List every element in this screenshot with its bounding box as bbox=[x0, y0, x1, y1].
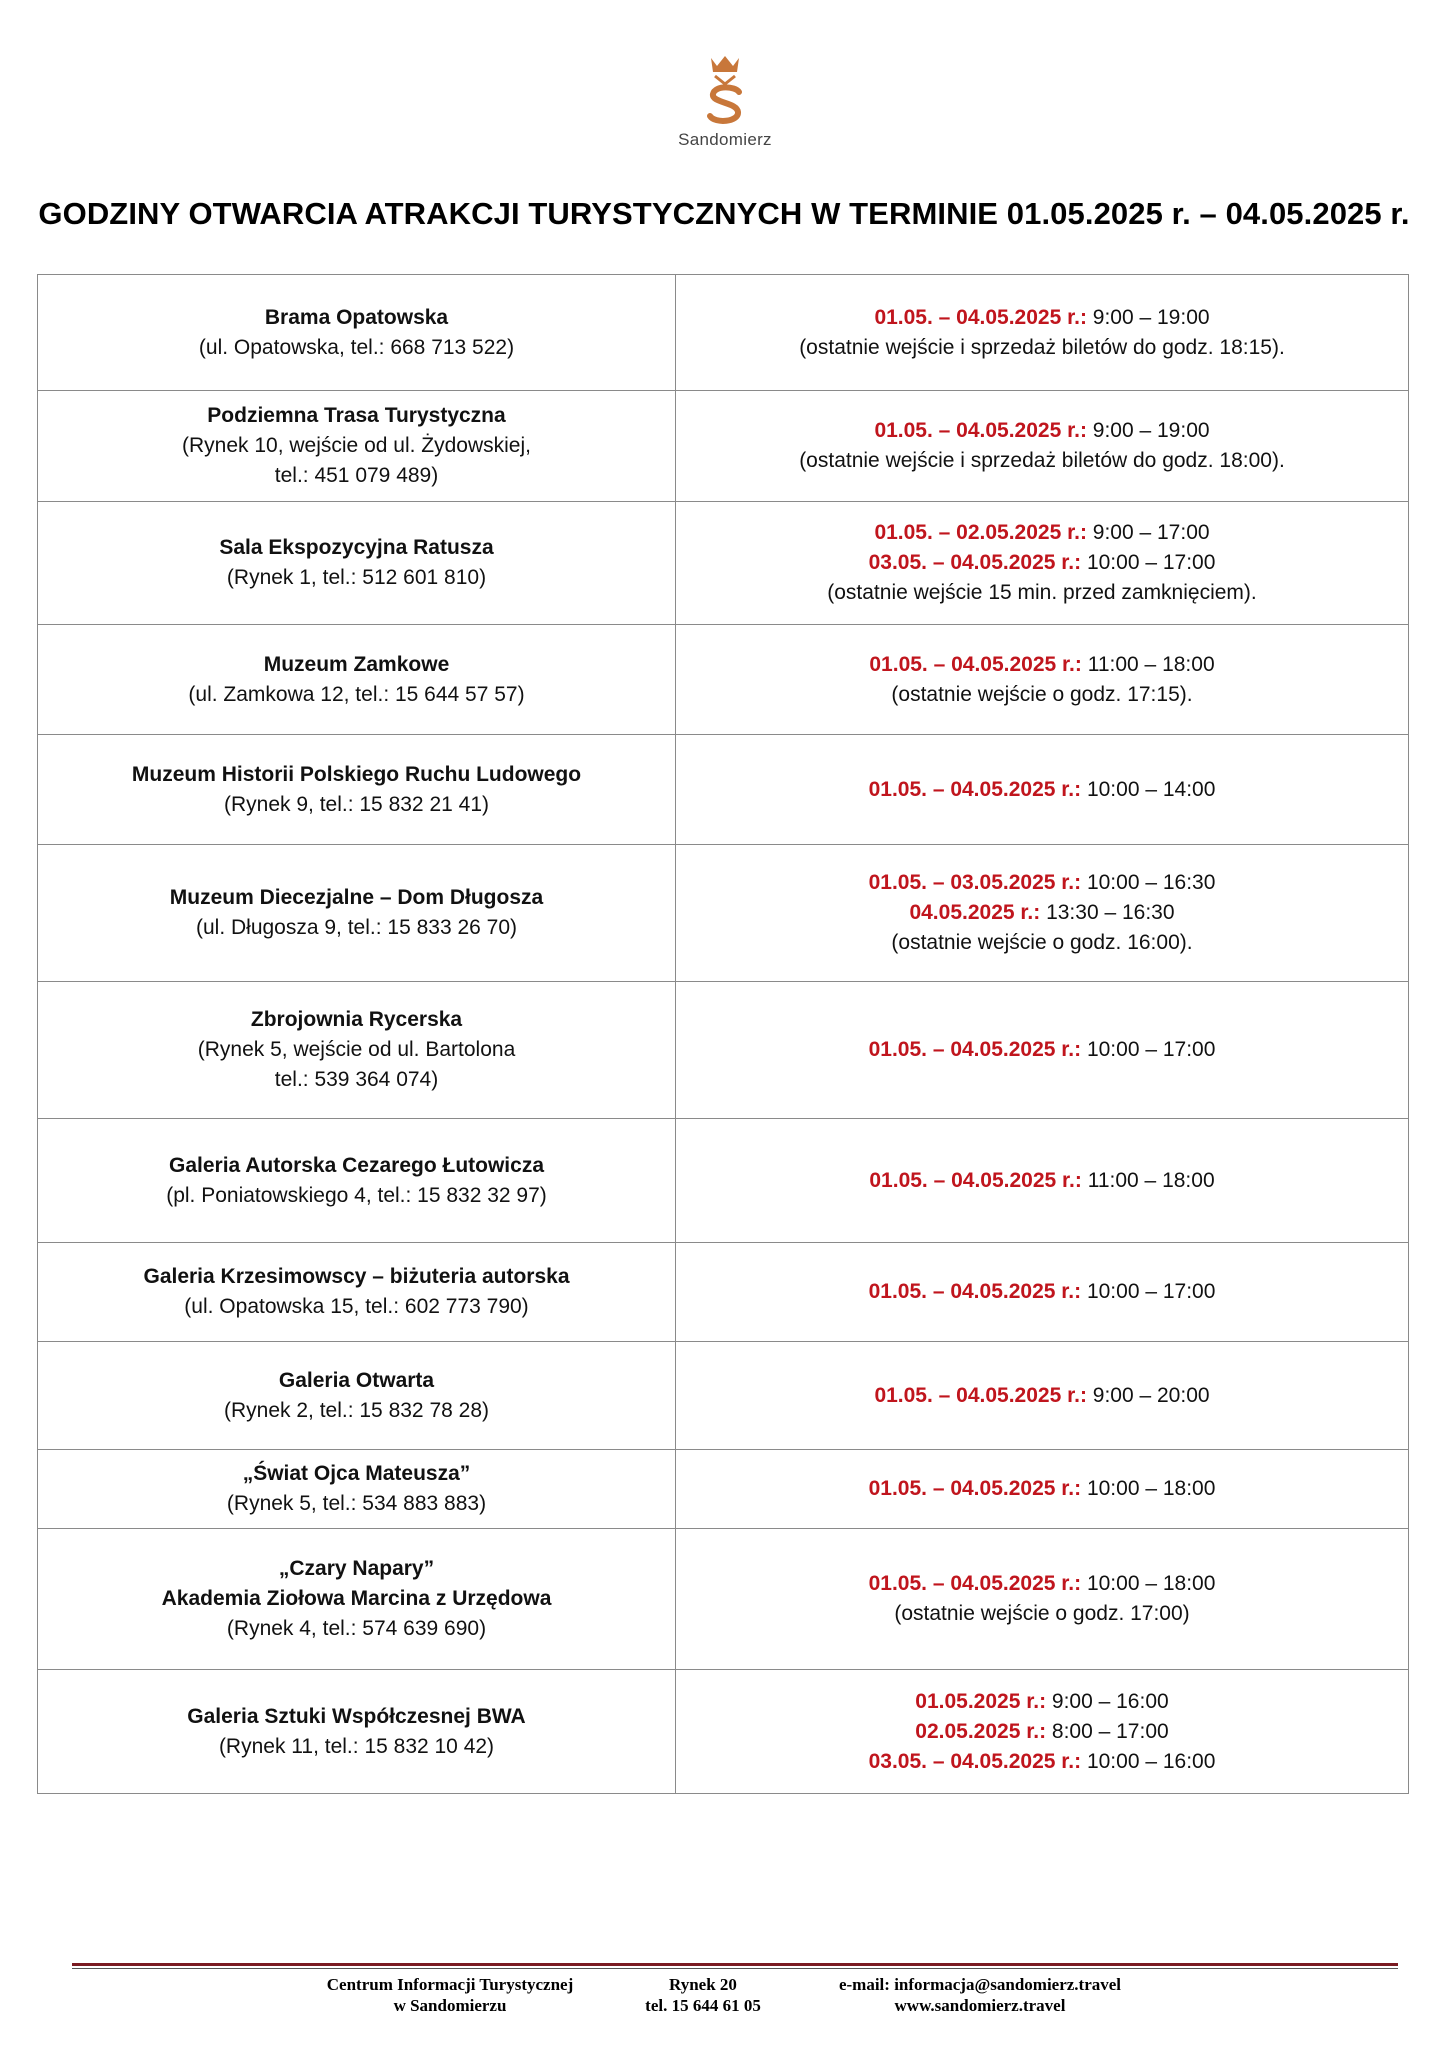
time-range: 10:00 – 16:30 bbox=[1081, 871, 1216, 894]
date-range: 01.05. – 04.05.2025 r.: bbox=[874, 419, 1087, 442]
attraction-name: Brama Opatowska bbox=[264, 305, 449, 329]
footer-address-line: Rynek 20 bbox=[669, 1975, 737, 1994]
hours-cell bbox=[676, 275, 1409, 391]
logo-brand-name: Sandomierz bbox=[678, 130, 772, 149]
attraction-name: Galeria Sztuki Współczesnej BWA bbox=[187, 1704, 526, 1728]
attraction-cell bbox=[38, 1243, 676, 1342]
attraction-address: (Rynek 1, tel.: 512 601 810) bbox=[226, 566, 487, 589]
date-range: 01.05. – 02.05.2025 r.: bbox=[874, 521, 1087, 544]
schedule-row bbox=[38, 391, 1409, 502]
time-range: 11:00 – 18:00 bbox=[1081, 1168, 1215, 1192]
attraction-address: (ul. Opatowska, tel.: 668 713 522) bbox=[198, 335, 515, 359]
attraction-address: (ul. Długosza 9, tel.: 15 833 26 70) bbox=[195, 916, 518, 939]
hours-line bbox=[686, 518, 1398, 548]
attraction-name: Galeria Otwarta bbox=[278, 1368, 435, 1392]
attraction-cell bbox=[38, 845, 676, 982]
schedule-row bbox=[38, 1119, 1409, 1243]
footer-org-line2: w Sandomierzu bbox=[393, 1996, 507, 2015]
schedule-row bbox=[38, 625, 1409, 735]
hours-cell bbox=[676, 1670, 1409, 1794]
hours-cell bbox=[676, 1529, 1409, 1670]
hours-line bbox=[686, 1277, 1398, 1307]
page-title: GODZINY OTWARCIA ATRAKCJI TURYSTYCZNYCH W TERMINIE 01.05.2025 r. – 04.05.2025 r. bbox=[38, 196, 1410, 231]
hours-line bbox=[686, 775, 1398, 805]
hours-cell bbox=[676, 625, 1409, 735]
schedule-row bbox=[38, 735, 1409, 845]
hours-line bbox=[686, 1747, 1398, 1777]
hours-line bbox=[686, 1474, 1398, 1504]
schedule-row bbox=[38, 982, 1409, 1119]
schedule-row bbox=[38, 1529, 1409, 1670]
attraction-name: Podziemna Trasa Turystyczna bbox=[207, 404, 506, 427]
last-entry-note: (ostatnie wejście i sprzedaż biletów do godz. 18:00). bbox=[799, 449, 1285, 472]
attraction-address: (Rynek 9, tel.: 15 832 21 41) bbox=[224, 792, 489, 816]
time-range: 10:00 – 18:00 bbox=[1081, 1572, 1216, 1595]
attraction-cell bbox=[38, 735, 676, 845]
attraction-name: „Świat Ojca Mateusza” bbox=[242, 1462, 471, 1485]
date-range: 01.05. – 04.05.2025 r.: bbox=[868, 1477, 1082, 1500]
attraction-name: Muzeum Diecezjalne – Dom Długosza bbox=[169, 886, 544, 909]
time-range: 10:00 – 16:00 bbox=[1081, 1749, 1216, 1773]
attraction-address: (pl. Poniatowskiego 4, tel.: 15 832 32 97) bbox=[166, 1183, 547, 1207]
hours-line bbox=[686, 303, 1398, 333]
time-range: 8:00 – 17:00 bbox=[1046, 1719, 1169, 1743]
hours-cell bbox=[676, 1243, 1409, 1342]
hours-line bbox=[686, 1687, 1398, 1717]
schedule-row bbox=[38, 1342, 1409, 1450]
footer-org-line1: Centrum Informacji Turystycznej bbox=[326, 1975, 574, 1994]
attraction-cell bbox=[38, 625, 676, 735]
attraction-cell bbox=[38, 982, 676, 1119]
attraction-address: (ul. Opatowska 15, tel.: 602 773 790) bbox=[184, 1295, 529, 1318]
time-range: 10:00 – 17:00 bbox=[1081, 1038, 1216, 1061]
attraction-address: (Rynek 2, tel.: 15 832 78 28) bbox=[224, 1398, 489, 1422]
hours-line bbox=[686, 898, 1398, 928]
attraction-cell bbox=[38, 275, 676, 391]
date-range: 01.05. – 04.05.2025 r.: bbox=[868, 1038, 1082, 1061]
footer-address bbox=[618, 1974, 788, 2016]
hours-cell bbox=[676, 502, 1409, 625]
attraction-address: (Rynek 5, wejście od ul. Bartolona bbox=[197, 1038, 516, 1061]
time-range: 10:00 – 17:00 bbox=[1081, 551, 1216, 574]
last-entry-note: (ostatnie wejście o godz. 17:15). bbox=[891, 682, 1193, 706]
time-range: 10:00 – 18:00 bbox=[1081, 1477, 1216, 1500]
time-range: 10:00 – 17:00 bbox=[1081, 1280, 1216, 1303]
date-range: 01.05. – 04.05.2025 r.: bbox=[869, 1168, 1082, 1192]
opening-hours-table bbox=[37, 274, 1409, 1794]
time-range: 9:00 – 16:00 bbox=[1046, 1689, 1169, 1713]
time-range: 11:00 – 18:00 bbox=[1081, 652, 1215, 676]
footer-contact bbox=[815, 1974, 1145, 2016]
time-range: 9:00 – 19:00 bbox=[1086, 419, 1210, 442]
last-entry-note: (ostatnie wejście o godz. 17:00) bbox=[894, 1602, 1190, 1625]
hours-cell bbox=[676, 735, 1409, 845]
attraction-address: (Rynek 5, tel.: 534 883 883) bbox=[226, 1492, 487, 1515]
date-range: 01.05. – 04.05.2025 r.: bbox=[868, 777, 1082, 801]
attraction-name: „Czary Napary” bbox=[278, 1557, 435, 1580]
attraction-cell bbox=[38, 391, 676, 502]
hours-line bbox=[686, 1381, 1398, 1411]
crown-s-logo-icon bbox=[701, 54, 749, 124]
schedule-row bbox=[38, 1243, 1409, 1342]
attraction-address: (Rynek 11, tel.: 15 832 10 42) bbox=[218, 1734, 495, 1758]
footer-email-link[interactable]: e-mail: informacja@sandomierz.travel bbox=[838, 1975, 1122, 1994]
date-range: 02.05.2025 r.: bbox=[915, 1719, 1047, 1743]
footer-website-link[interactable]: www.sandomierz.travel bbox=[894, 1996, 1066, 2015]
attraction-address: (ul. Zamkowa 12, tel.: 15 644 57 57) bbox=[188, 682, 525, 706]
date-range: 03.05. – 04.05.2025 r.: bbox=[868, 1749, 1082, 1773]
hours-cell bbox=[676, 1450, 1409, 1529]
attraction-name: Sala Ekspozycyjna Ratusza bbox=[219, 536, 494, 559]
date-range: 01.05.2025 r.: bbox=[915, 1689, 1047, 1713]
hours-line bbox=[686, 868, 1398, 898]
hours-cell bbox=[676, 982, 1409, 1119]
date-range: 01.05. – 04.05.2025 r.: bbox=[874, 1383, 1087, 1407]
date-range: 03.05. – 04.05.2025 r.: bbox=[868, 551, 1082, 574]
time-range: 13:30 – 16:30 bbox=[1040, 901, 1175, 924]
hours-line bbox=[686, 650, 1398, 680]
attraction-cell bbox=[38, 1450, 676, 1529]
last-entry-note: (ostatnie wejście i sprzedaż biletów do godz. 18:15). bbox=[799, 335, 1285, 359]
hours-line bbox=[686, 416, 1398, 446]
attraction-address: tel.: 451 079 489) bbox=[274, 464, 439, 487]
time-range: 9:00 – 19:00 bbox=[1086, 305, 1210, 329]
date-range: 01.05. – 04.05.2025 r.: bbox=[874, 305, 1087, 329]
schedule-row bbox=[38, 845, 1409, 982]
attraction-cell bbox=[38, 1529, 676, 1670]
schedule-row bbox=[38, 275, 1409, 391]
attraction-name: Galeria Autorska Cezarego Łutowicza bbox=[169, 1153, 544, 1177]
schedule-row bbox=[38, 1450, 1409, 1529]
hours-line bbox=[686, 1166, 1398, 1196]
date-range: 01.05. – 04.05.2025 r.: bbox=[868, 1572, 1082, 1595]
attraction-address: (Rynek 4, tel.: 574 639 690) bbox=[226, 1617, 487, 1640]
footer-phone-line: tel. 15 644 61 05 bbox=[645, 1996, 761, 2015]
attraction-address: tel.: 539 364 074) bbox=[274, 1068, 439, 1091]
footer-divider-thin bbox=[72, 1968, 1398, 1969]
attraction-address: (Rynek 10, wejście od ul. Żydowskiej, bbox=[182, 434, 531, 457]
attraction-name: Galeria Krzesimowscy – biżuteria autorska bbox=[143, 1265, 570, 1288]
time-range: 10:00 – 14:00 bbox=[1081, 777, 1216, 801]
footer-organization bbox=[320, 1974, 580, 2016]
attraction-name: Muzeum Zamkowe bbox=[263, 652, 450, 676]
hours-line bbox=[686, 1717, 1398, 1747]
hours-line bbox=[686, 548, 1398, 578]
hours-line bbox=[686, 1035, 1398, 1065]
hours-cell bbox=[676, 845, 1409, 982]
schedule-row bbox=[38, 1670, 1409, 1794]
attraction-cell bbox=[38, 1119, 676, 1243]
attraction-cell bbox=[38, 1342, 676, 1450]
attraction-name: Zbrojownia Rycerska bbox=[250, 1008, 463, 1031]
schedule-row bbox=[38, 502, 1409, 625]
footer-divider bbox=[72, 1963, 1398, 1966]
time-range: 9:00 – 20:00 bbox=[1086, 1383, 1210, 1407]
last-entry-note: (ostatnie wejście 15 min. przed zamknięciem). bbox=[827, 581, 1257, 604]
attraction-cell bbox=[38, 1670, 676, 1794]
hours-line bbox=[686, 1569, 1398, 1599]
attraction-name-line2: Akademia Ziołowa Marcina z Urzędowa bbox=[161, 1587, 552, 1610]
hours-cell bbox=[676, 391, 1409, 502]
attraction-name: Muzeum Historii Polskiego Ruchu Ludowego bbox=[131, 762, 582, 786]
hours-cell bbox=[676, 1119, 1409, 1243]
last-entry-note: (ostatnie wejście o godz. 16:00). bbox=[891, 931, 1193, 954]
attraction-cell bbox=[38, 502, 676, 625]
date-range: 04.05.2025 r.: bbox=[909, 901, 1041, 924]
date-range: 01.05. – 03.05.2025 r.: bbox=[868, 871, 1082, 894]
date-range: 01.05. – 04.05.2025 r.: bbox=[868, 1280, 1082, 1303]
hours-cell bbox=[676, 1342, 1409, 1450]
sandomierz-logo bbox=[650, 30, 800, 180]
time-range: 9:00 – 17:00 bbox=[1086, 521, 1210, 544]
date-range: 01.05. – 04.05.2025 r.: bbox=[869, 652, 1082, 676]
